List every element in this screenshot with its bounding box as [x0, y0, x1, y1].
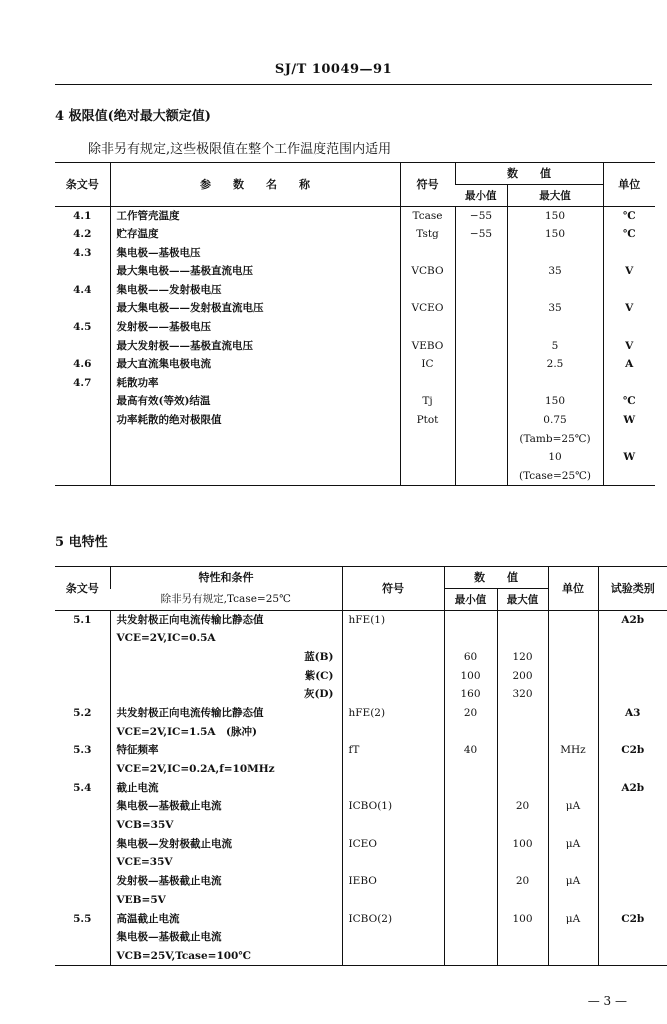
test-cell: A3	[598, 704, 667, 723]
max-cell	[497, 704, 548, 723]
clause-cell: 4.5	[73, 321, 92, 334]
clause-cell	[55, 891, 110, 910]
table-row	[55, 355, 655, 374]
unit-cell: ℃	[603, 207, 655, 226]
clause-cell	[55, 430, 110, 449]
unit-cell	[603, 318, 655, 337]
unit-cell: A	[603, 355, 655, 374]
min-cell	[444, 872, 497, 891]
table-row	[55, 207, 655, 226]
clause-cell	[55, 629, 110, 648]
clause-cell	[55, 685, 110, 704]
test-cell	[598, 872, 667, 891]
col-max: 最大值	[507, 185, 603, 207]
char-cell: 蓝(B)	[110, 648, 342, 667]
table-row	[55, 448, 655, 467]
param-cell: 最大集电极——基极直流电压	[110, 262, 400, 281]
max-cell	[497, 611, 548, 630]
min-cell: 100	[444, 667, 497, 686]
max-cell: 2.5	[507, 355, 603, 374]
unit-cell	[548, 891, 598, 910]
clause-cell: 4.6	[73, 358, 92, 371]
param-cell: 工作管壳温度	[110, 207, 400, 226]
min-cell	[455, 430, 507, 449]
table-row	[55, 611, 667, 630]
unit-cell	[548, 685, 598, 704]
unit-cell	[548, 648, 598, 667]
min-cell: 60	[444, 648, 497, 667]
unit-cell: μA	[548, 835, 598, 854]
unit-cell	[603, 374, 655, 393]
test-cell	[598, 797, 667, 816]
table-row	[55, 947, 667, 966]
col-values: 数 值	[455, 163, 603, 185]
unit-cell: μA	[548, 797, 598, 816]
symbol-cell	[400, 430, 455, 449]
param-cell: 集电极——发射极电压	[110, 281, 400, 300]
test-cell: A2b	[598, 611, 667, 630]
clause-cell: 4.4	[73, 283, 92, 296]
table-row	[55, 392, 655, 411]
clause-cell: 5.2	[73, 706, 92, 719]
symbol-cell	[342, 779, 444, 798]
max-cell	[497, 723, 548, 742]
min-cell	[455, 374, 507, 393]
max-cell: 20	[497, 872, 548, 891]
max-cell	[507, 244, 603, 263]
min-cell	[455, 448, 507, 467]
symbol-cell: Ptot	[400, 411, 455, 430]
unit-cell: μA	[548, 872, 598, 891]
table-row	[55, 872, 667, 891]
symbol-cell: Tcase	[400, 207, 455, 226]
max-cell: 20	[497, 797, 548, 816]
symbol-cell	[400, 318, 455, 337]
clause-cell	[55, 835, 110, 854]
max-cell	[497, 816, 548, 835]
section5-title: 5 电特性	[55, 535, 108, 550]
table-row	[55, 910, 667, 929]
min-cell	[444, 611, 497, 630]
param-cell	[110, 448, 400, 467]
unit-cell: V	[603, 337, 655, 356]
clause-cell	[55, 797, 110, 816]
min-cell	[455, 244, 507, 263]
clause-cell	[55, 262, 110, 281]
max-cell	[497, 891, 548, 910]
symbol-cell	[342, 667, 444, 686]
clause-cell	[55, 467, 110, 486]
table-row	[55, 685, 667, 704]
test-cell	[598, 648, 667, 667]
param-cell: 贮存温度	[110, 225, 400, 244]
col-char-sub: 除非另有规定,Tcase=25℃	[110, 589, 342, 611]
test-cell	[598, 928, 667, 947]
char-cell: VCB=25V,Tcase=100℃	[110, 947, 342, 966]
clause-cell: 4.2	[73, 228, 92, 241]
header-rule	[55, 84, 652, 85]
unit-cell	[548, 816, 598, 835]
col-clause: 条文号	[55, 163, 110, 207]
test-cell	[598, 853, 667, 872]
symbol-cell: Tstg	[400, 225, 455, 244]
unit-cell	[548, 853, 598, 872]
clause-cell	[55, 872, 110, 891]
symbol-cell	[342, 928, 444, 947]
col-min: 最小值	[444, 589, 497, 611]
symbol-cell	[400, 374, 455, 393]
symbol-cell	[400, 244, 455, 263]
table-row	[55, 225, 655, 244]
max-cell	[507, 281, 603, 300]
symbol-cell: fT	[342, 741, 444, 760]
clause-cell	[55, 448, 110, 467]
max-cell	[497, 853, 548, 872]
max-cell: (Tcase=25℃)	[507, 467, 603, 486]
symbol-cell	[342, 629, 444, 648]
unit-cell: W	[603, 411, 655, 430]
clause-cell: 5.3	[73, 744, 92, 757]
symbol-cell	[400, 281, 455, 300]
test-cell	[598, 816, 667, 835]
test-cell	[598, 685, 667, 704]
unit-cell	[548, 704, 598, 723]
char-cell: VCE=2V,IC=1.5A (脉冲)	[110, 723, 342, 742]
test-cell: A2b	[598, 779, 667, 798]
clause-cell: 5.1	[73, 614, 92, 626]
max-cell	[497, 629, 548, 648]
table-row	[55, 704, 667, 723]
table-row	[55, 835, 667, 854]
test-cell	[598, 835, 667, 854]
max-cell: 150	[507, 225, 603, 244]
min-cell	[444, 947, 497, 966]
clause-cell	[55, 853, 110, 872]
char-cell: VCE=2V,IC=0.5A	[110, 629, 342, 648]
unit-cell: ℃	[603, 392, 655, 411]
symbol-cell	[342, 648, 444, 667]
symbol-cell	[342, 947, 444, 966]
unit-cell: μA	[548, 910, 598, 929]
table-row	[55, 629, 667, 648]
clause-cell	[55, 392, 110, 411]
clause-cell	[55, 299, 110, 318]
col-unit: 单位	[548, 567, 598, 611]
clause-cell	[55, 723, 110, 742]
clause-cell	[55, 816, 110, 835]
symbol-cell: Tj	[400, 392, 455, 411]
min-cell: 160	[444, 685, 497, 704]
max-cell	[497, 760, 548, 779]
col-unit: 单位	[603, 163, 655, 207]
param-cell: 功率耗散的绝对极限值	[110, 411, 400, 430]
test-cell	[598, 667, 667, 686]
char-cell: 高温截止电流	[110, 910, 342, 929]
max-cell: 320	[497, 685, 548, 704]
max-cell: 5	[507, 337, 603, 356]
min-cell	[444, 835, 497, 854]
table-row	[55, 374, 655, 393]
clause-cell	[55, 648, 110, 667]
min-cell: 20	[444, 704, 497, 723]
min-cell	[444, 760, 497, 779]
symbol-cell	[400, 448, 455, 467]
page-number: — 3 —	[587, 994, 627, 1008]
symbol-cell: ICBO(1)	[342, 797, 444, 816]
col-test: 试验类别	[598, 567, 667, 611]
min-cell	[455, 411, 507, 430]
limits-table	[55, 162, 655, 486]
unit-cell	[548, 667, 598, 686]
min-cell	[455, 262, 507, 281]
max-cell: 150	[507, 207, 603, 226]
max-cell	[497, 928, 548, 947]
max-cell: 150	[507, 392, 603, 411]
symbol-cell: VCBO	[400, 262, 455, 281]
param-cell	[110, 467, 400, 486]
col-values: 数 值	[444, 567, 548, 589]
unit-cell	[548, 947, 598, 966]
min-cell	[444, 816, 497, 835]
param-cell: 最大集电极——发射极直流电压	[110, 299, 400, 318]
document-header: SJ/T 10049—91	[274, 62, 393, 77]
min-cell	[455, 392, 507, 411]
min-cell	[444, 797, 497, 816]
char-cell: VEB=5V	[110, 891, 342, 910]
unit-cell	[603, 281, 655, 300]
max-cell: 35	[507, 262, 603, 281]
max-cell	[497, 779, 548, 798]
clause-cell: 5.4	[73, 781, 92, 794]
param-cell: 最大发射极——基极直流电压	[110, 337, 400, 356]
test-cell	[598, 629, 667, 648]
clause-cell	[55, 928, 110, 947]
max-cell	[497, 947, 548, 966]
min-cell: 40	[444, 741, 497, 760]
symbol-cell	[400, 467, 455, 486]
min-cell	[444, 779, 497, 798]
max-cell	[507, 374, 603, 393]
clause-cell: 4.1	[73, 210, 92, 222]
test-cell	[598, 947, 667, 966]
clause-cell	[55, 337, 110, 356]
symbol-cell	[342, 891, 444, 910]
table-row	[55, 337, 655, 356]
symbol-cell: hFE(1)	[342, 611, 444, 630]
char-cell: 集电极—发射极截止电流	[110, 835, 342, 854]
symbol-cell: IC	[400, 355, 455, 374]
table-row	[55, 928, 667, 947]
param-cell: 耗散功率	[110, 374, 400, 393]
table-row	[55, 430, 655, 449]
min-cell	[455, 318, 507, 337]
table-row	[55, 667, 667, 686]
max-cell: 200	[497, 667, 548, 686]
col-clause: 条文号	[55, 567, 110, 611]
char-cell: 集电极—基极截止电流	[110, 928, 342, 947]
symbol-cell	[342, 816, 444, 835]
symbol-cell: IEBO	[342, 872, 444, 891]
section4-title: 4 极限值(绝对最大额定值)	[55, 109, 211, 124]
unit-cell	[548, 760, 598, 779]
param-cell: 发射极——基极电压	[110, 318, 400, 337]
min-cell: −55	[455, 225, 507, 244]
clause-cell	[55, 760, 110, 779]
char-cell: VCE=2V,IC=0.2A,f=10MHz	[110, 760, 342, 779]
char-cell: 共发射极正向电流传输比静态值	[110, 704, 342, 723]
max-cell: 35	[507, 299, 603, 318]
param-cell: 集电极—基极电压	[110, 244, 400, 263]
min-cell	[455, 467, 507, 486]
clause-cell	[55, 411, 110, 430]
min-cell	[444, 928, 497, 947]
table-row	[55, 299, 655, 318]
clause-cell: 5.5	[73, 912, 92, 925]
table-row	[55, 853, 667, 872]
table-row	[55, 262, 655, 281]
table-row	[55, 760, 667, 779]
symbol-cell: ICEO	[342, 835, 444, 854]
max-cell: 0.75	[507, 411, 603, 430]
min-cell	[444, 891, 497, 910]
unit-cell	[603, 467, 655, 486]
min-cell	[444, 723, 497, 742]
table-row	[55, 797, 667, 816]
test-cell	[598, 760, 667, 779]
symbol-cell: hFE(2)	[342, 704, 444, 723]
min-cell	[444, 629, 497, 648]
table-row	[55, 244, 655, 263]
table-row	[55, 411, 655, 430]
max-cell: 10	[507, 448, 603, 467]
char-cell: 集电极—基极截止电流	[110, 797, 342, 816]
clause-cell	[55, 947, 110, 966]
table-row	[55, 779, 667, 798]
symbol-cell	[342, 685, 444, 704]
max-cell	[507, 318, 603, 337]
table-row	[55, 318, 655, 337]
col-min: 最小值	[455, 185, 507, 207]
char-cell: 截止电流	[110, 779, 342, 798]
symbol-cell	[342, 853, 444, 872]
test-cell: C2b	[598, 741, 667, 760]
clause-cell: 4.7	[73, 376, 92, 389]
clause-cell: 4.3	[73, 246, 92, 259]
param-cell: 最高有效(等效)结温	[110, 392, 400, 411]
test-cell: C2b	[598, 910, 667, 929]
table-row	[55, 741, 667, 760]
max-cell: 100	[497, 835, 548, 854]
table-row	[55, 648, 667, 667]
char-cell: VCB=35V	[110, 816, 342, 835]
col-char: 特性和条件	[110, 567, 342, 589]
clause-cell	[55, 667, 110, 686]
max-cell: 120	[497, 648, 548, 667]
section4-intro: 除非另有规定,这些极限值在整个工作温度范围内适用	[88, 142, 392, 157]
col-param: 参 数 名 称	[110, 163, 400, 207]
symbol-cell: VCEO	[400, 299, 455, 318]
min-cell	[455, 299, 507, 318]
unit-cell	[603, 244, 655, 263]
unit-cell	[548, 723, 598, 742]
symbol-cell	[342, 760, 444, 779]
max-cell	[497, 741, 548, 760]
col-symbol: 符号	[342, 567, 444, 611]
electrical-characteristics-table	[55, 566, 667, 966]
col-symbol: 符号	[400, 163, 455, 207]
test-cell	[598, 723, 667, 742]
table-row	[55, 281, 655, 300]
test-cell	[598, 891, 667, 910]
col-max: 最大值	[497, 589, 548, 611]
max-cell: (Tamb=25℃)	[507, 430, 603, 449]
param-cell	[110, 430, 400, 449]
min-cell	[444, 910, 497, 929]
min-cell: −55	[455, 207, 507, 226]
symbol-cell	[342, 723, 444, 742]
symbol-cell: VEBO	[400, 337, 455, 356]
char-cell: 灰(D)	[110, 685, 342, 704]
max-cell: 100	[497, 910, 548, 929]
table-row	[55, 467, 655, 486]
table-row	[55, 723, 667, 742]
unit-cell: MHz	[548, 741, 598, 760]
char-cell: 发射极—基极截止电流	[110, 872, 342, 891]
unit-cell	[548, 611, 598, 630]
unit-cell: V	[603, 299, 655, 318]
table-row	[55, 891, 667, 910]
symbol-cell: ICBO(2)	[342, 910, 444, 929]
table-row	[55, 816, 667, 835]
unit-cell	[548, 779, 598, 798]
char-cell: 紫(C)	[110, 667, 342, 686]
min-cell	[455, 355, 507, 374]
unit-cell	[603, 430, 655, 449]
min-cell	[455, 337, 507, 356]
param-cell: 最大直流集电极电流	[110, 355, 400, 374]
unit-cell: ℃	[603, 225, 655, 244]
unit-cell	[548, 928, 598, 947]
char-cell: 共发射极正向电流传输比静态值	[110, 611, 342, 630]
unit-cell	[548, 629, 598, 648]
unit-cell: V	[603, 262, 655, 281]
unit-cell: W	[603, 448, 655, 467]
char-cell: 特征频率	[110, 741, 342, 760]
char-cell: VCE=35V	[110, 853, 342, 872]
min-cell	[444, 853, 497, 872]
min-cell	[455, 281, 507, 300]
